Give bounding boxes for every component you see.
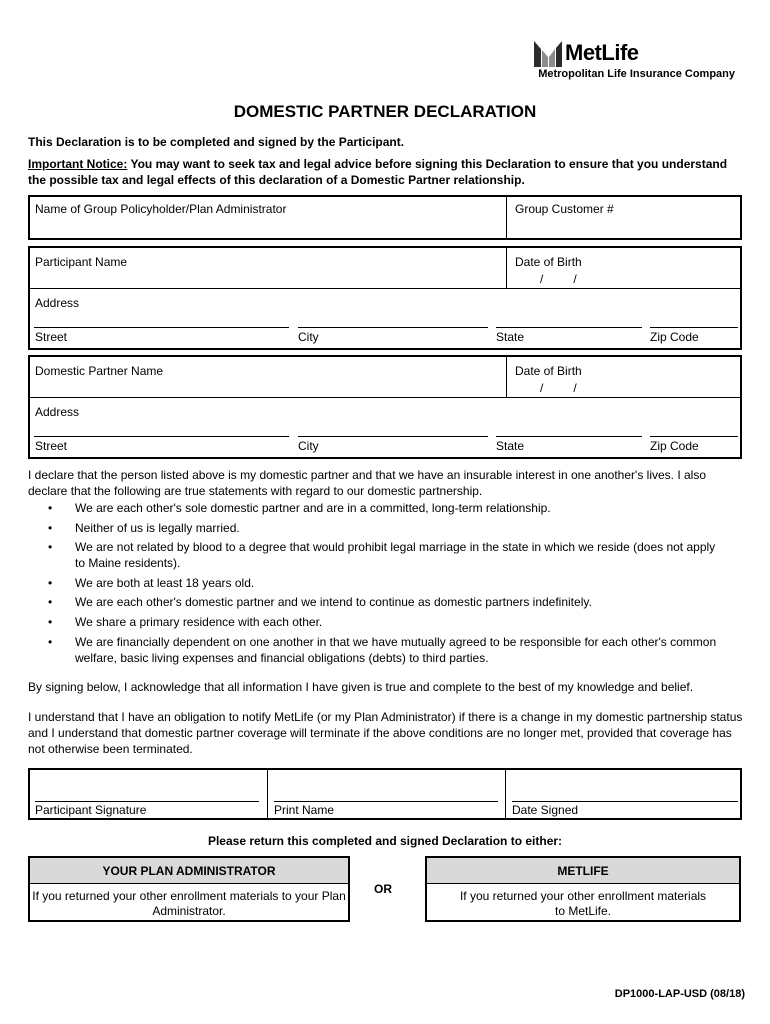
- participant-street-field[interactable]: [34, 327, 289, 328]
- plan-administrator-text: If you returned your other enrollment materials to your Plan Administrator.: [32, 889, 346, 918]
- date-signed-field[interactable]: [512, 801, 738, 802]
- partner-name-field[interactable]: Domestic Partner Name: [35, 364, 164, 378]
- participant-address-label: Address: [35, 296, 80, 310]
- partner-dob-field[interactable]: / /: [540, 381, 577, 395]
- partner-state-label: State: [496, 439, 525, 453]
- return-instruction: Please return this completed and signed Declaration to either:: [207, 834, 563, 848]
- participant-city-field[interactable]: [298, 327, 488, 328]
- partner-street-label: Street: [35, 439, 68, 453]
- list-item: • We are each other's domestic partner and we intend to continue as domestic partners indefinitely.: [48, 594, 728, 610]
- important-notice: [28, 156, 728, 188]
- participant-zip-label: Zip Code: [650, 330, 699, 344]
- page-title: DOMESTIC PARTNER DECLARATION: [233, 102, 537, 121]
- plan-administrator-box: [28, 856, 350, 922]
- plan-administrator-header: YOUR PLAN ADMINISTRATOR: [30, 858, 348, 884]
- participant-signature-label: Participant Signature: [35, 803, 147, 817]
- print-name-label: Print Name: [274, 803, 335, 817]
- partner-city-label: City: [298, 439, 319, 453]
- partner-city-field[interactable]: [298, 436, 488, 437]
- participant-dob-label: Date of Birth: [515, 255, 582, 269]
- obligation-text: I understand that I have an obligation to notify MetLife (or my Plan Administrator) if there is a change in my domestic partnership status and I understand that domestic partner coverage will terminate if the above conditions are no longer met, provided that coverage has not otherwise been terminated.: [28, 710, 743, 756]
- metlife-box: [425, 856, 741, 922]
- domestic-partner-section: [28, 355, 742, 459]
- partner-street-field[interactable]: [34, 436, 289, 437]
- participant-state-label: State: [496, 330, 525, 344]
- date-signed-label: Date Signed: [512, 803, 579, 817]
- participant-state-field[interactable]: [496, 327, 642, 328]
- metlife-logo-icon: [534, 39, 562, 67]
- policyholder-field[interactable]: Name of Group Policyholder/Plan Administrator: [35, 202, 287, 216]
- or-separator: OR: [374, 882, 392, 896]
- partner-dob-label: Date of Birth: [515, 364, 582, 378]
- print-name-field[interactable]: [274, 801, 498, 802]
- partner-address-label: Address: [35, 405, 80, 419]
- metlife-header: METLIFE: [427, 858, 739, 884]
- acknowledgement-text: By signing below, I acknowledge that all information I have given is true and complete to the best of my knowledge and belief.: [28, 680, 694, 694]
- logo-wordmark: MetLife: [565, 40, 639, 65]
- signature-section: [28, 768, 742, 820]
- participant-signature-field[interactable]: [35, 801, 259, 802]
- declaration-opening: I declare that the person listed above is my domestic partner and that we have an insurable interest in one another's lives. I also declare that the following are true statements with regard to our domestic partnership.: [28, 468, 707, 498]
- partner-zip-label: Zip Code: [650, 439, 699, 453]
- metlife-text: If you returned your other enrollment materials to MetLife.: [459, 889, 707, 918]
- group-info-section: [28, 195, 742, 240]
- list-item: • Neither of us is legally married.: [48, 520, 728, 536]
- partner-zip-field[interactable]: [650, 436, 738, 437]
- partner-state-field[interactable]: [496, 436, 642, 437]
- intro-text: This Declaration is to be completed and signed by the Participant.: [28, 135, 405, 149]
- list-item: • We are not related by blood to a degree that would prohibit legal marriage in the state in which we reside (does not apply to Maine residents).: [48, 539, 728, 571]
- list-item: • We are financially dependent on one another in that we have mutually agreed to be responsible for each other's common welfare, basic living expenses and financial obligations (debts) to third parties.: [48, 634, 728, 666]
- notice-label: Important Notice:: [28, 157, 128, 171]
- participant-dob-field[interactable]: / /: [540, 272, 577, 286]
- participant-section: [28, 246, 742, 350]
- company-name: Metropolitan Life Insurance Company: [538, 68, 735, 80]
- metlife-logo: [534, 38, 639, 68]
- list-item: • We are both at least 18 years old.: [48, 575, 728, 591]
- participant-city-label: City: [298, 330, 319, 344]
- participant-street-label: Street: [35, 330, 68, 344]
- declaration-statements: [48, 500, 728, 669]
- group-customer-number-field[interactable]: Group Customer #: [515, 202, 614, 216]
- form-number: DP1000-LAP-USD (08/18): [614, 988, 745, 1000]
- participant-zip-field[interactable]: [650, 327, 738, 328]
- list-item: • We share a primary residence with each other.: [48, 614, 728, 630]
- list-item: • We are each other's sole domestic partner and are in a committed, long-term relationship.: [48, 500, 728, 516]
- participant-name-field[interactable]: Participant Name: [35, 255, 128, 269]
- notice-text: You may want to seek tax and legal advice before signing this Declaration to ensure that you understand the possible tax and legal effects of this declaration of a Domestic Partner relationship.: [28, 157, 728, 187]
